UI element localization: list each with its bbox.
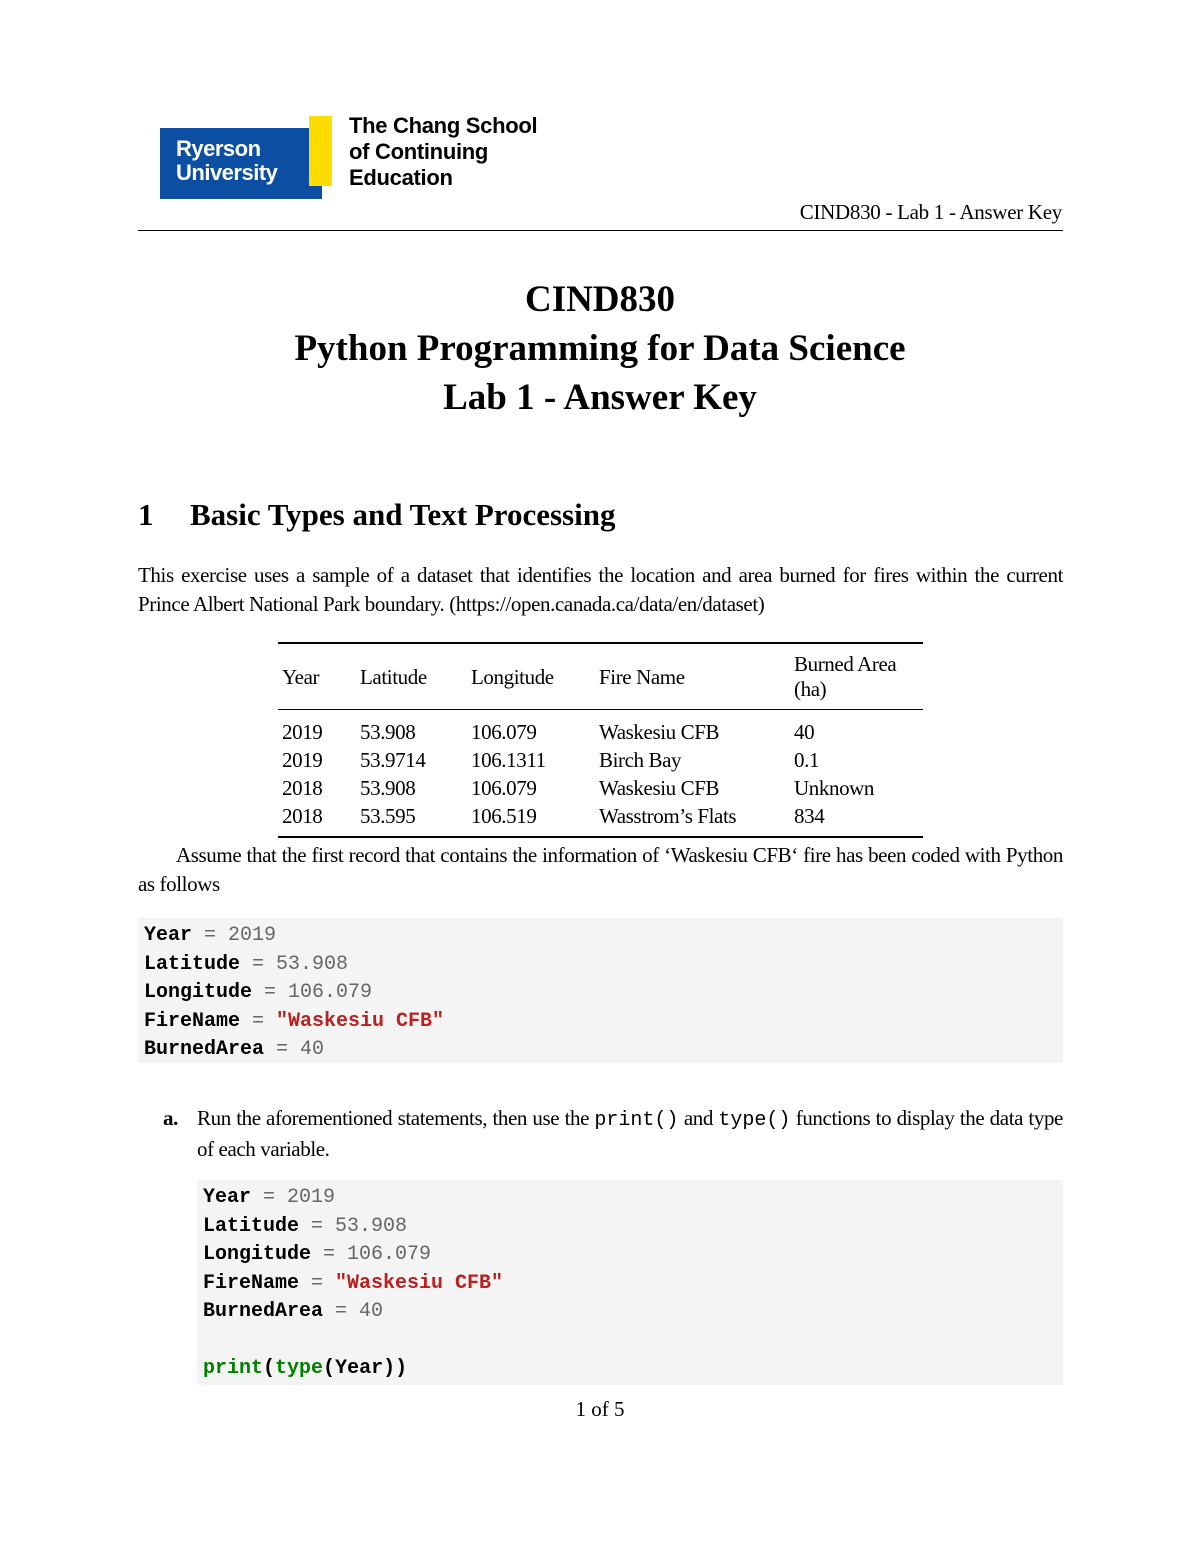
cell-longitude: 106.1311 bbox=[471, 748, 546, 772]
code-variable: FireName bbox=[203, 1271, 300, 1295]
code-builtin-type: type bbox=[275, 1357, 324, 1380]
running-header: CIND830 - Lab 1 - Answer Key bbox=[799, 200, 1062, 224]
code-variable: Longitude bbox=[144, 981, 253, 1004]
question-a-text bbox=[197, 1104, 1063, 1164]
code-line bbox=[144, 979, 1057, 1008]
school-name-line-1: The Chang School bbox=[349, 113, 538, 138]
code-string: "Waskesiu CFB" bbox=[276, 1009, 445, 1033]
question-a bbox=[163, 1104, 1063, 1164]
code-number: 53.908 bbox=[276, 952, 349, 976]
column-header-latitude: Latitude bbox=[360, 664, 427, 689]
title-course-code: CIND830 bbox=[524, 279, 676, 320]
code-operator: = bbox=[299, 1271, 336, 1295]
section-title: Basic Types and Text Processing bbox=[190, 497, 616, 532]
question-a-text-part: and bbox=[678, 1106, 719, 1130]
code-line bbox=[203, 1241, 1057, 1270]
title-lab-name: Lab 1 - Answer Key bbox=[443, 377, 757, 418]
cell-fire-name: Waskesiu CFB bbox=[599, 776, 720, 800]
code-block-record bbox=[138, 918, 1063, 1063]
code-line bbox=[144, 1036, 1057, 1065]
code-string: "Waskesiu CFB" bbox=[335, 1271, 504, 1295]
school-name bbox=[349, 113, 537, 191]
cell-latitude: 53.9714 bbox=[360, 748, 426, 772]
code-variable: BurnedArea bbox=[203, 1300, 324, 1323]
column-header-burned-area: Burned Area (ha) bbox=[794, 652, 897, 701]
cell-year: 2019 bbox=[282, 720, 323, 744]
code-number: 106.079 bbox=[347, 1243, 432, 1266]
code-variable: Year bbox=[144, 924, 193, 947]
code-number: 53.908 bbox=[335, 1214, 408, 1238]
question-a-label: a. bbox=[163, 1106, 178, 1130]
code-number: 2019 bbox=[228, 924, 277, 947]
cell-burned-area: 834 bbox=[794, 804, 825, 828]
code-line bbox=[203, 1213, 1057, 1242]
logo-line-2: University bbox=[176, 160, 278, 185]
intro-paragraph: This exercise uses a sample of a dataset that identifies the location and area burned for fires within the current Prince Albert National Park boundary. (https://open.canada.ca/data/en/dataset) bbox=[138, 563, 1063, 616]
code-line bbox=[203, 1184, 1057, 1213]
column-header-year: Year bbox=[282, 664, 320, 689]
code-operator: = bbox=[311, 1243, 348, 1266]
cell-year: 2018 bbox=[282, 776, 323, 800]
logo-wordmark bbox=[176, 137, 277, 185]
question-a-text-part: functions to display the data type of each variable. bbox=[197, 1106, 1063, 1161]
code-line bbox=[144, 951, 1057, 980]
cell-latitude: 53.908 bbox=[360, 776, 416, 800]
code-variable: Longitude bbox=[203, 1243, 312, 1266]
cell-latitude: 53.595 bbox=[360, 804, 416, 828]
cell-fire-name: Waskesiu CFB bbox=[599, 720, 720, 744]
header-rule bbox=[138, 230, 1063, 231]
cell-burned-area: 0.1 bbox=[794, 748, 820, 772]
code-block-answer-a bbox=[197, 1180, 1063, 1385]
code-line bbox=[144, 1008, 1057, 1037]
code-paren: ( bbox=[323, 1357, 336, 1380]
code-operator: = bbox=[240, 1009, 277, 1033]
fires-table bbox=[278, 642, 923, 838]
code-line bbox=[203, 1270, 1057, 1299]
inline-code-type: type() bbox=[718, 1109, 791, 1132]
code-paren: )) bbox=[383, 1357, 408, 1380]
table-row bbox=[278, 710, 923, 747]
section-number: 1 bbox=[138, 497, 154, 532]
cell-fire-name: Wasstrom’s Flats bbox=[599, 804, 737, 828]
code-operator: = bbox=[323, 1300, 360, 1323]
code-operator: = bbox=[240, 952, 277, 976]
table-header-row bbox=[278, 643, 923, 710]
school-name-line-2: of Continuing bbox=[349, 139, 489, 164]
school-name-line-3: Education bbox=[349, 165, 453, 190]
code-blank-line bbox=[203, 1327, 1057, 1356]
code-operator: = bbox=[264, 1038, 301, 1061]
table-row bbox=[278, 774, 923, 802]
table-row bbox=[278, 746, 923, 774]
code-variable: FireName bbox=[144, 1009, 241, 1033]
code-number: 40 bbox=[300, 1038, 325, 1061]
code-line bbox=[144, 922, 1057, 951]
cell-year: 2019 bbox=[282, 748, 323, 772]
code-variable: Latitude bbox=[203, 1214, 300, 1238]
code-operator: = bbox=[192, 924, 229, 947]
code-number: 106.079 bbox=[288, 981, 373, 1004]
code-paren: ( bbox=[263, 1357, 276, 1380]
title-course-name: Python Programming for Data Science bbox=[294, 328, 906, 369]
assume-paragraph: Assume that the first record that contains the information of ‘Waskesiu CFB‘ fire has been coded with Python as follows bbox=[138, 843, 1063, 896]
cell-longitude: 106.519 bbox=[471, 804, 537, 828]
code-variable: BurnedArea bbox=[144, 1038, 265, 1061]
cell-burned-area: Unknown bbox=[794, 776, 875, 800]
code-operator: = bbox=[299, 1214, 336, 1238]
cell-fire-name: Birch Bay bbox=[599, 748, 682, 772]
code-operator: = bbox=[252, 981, 289, 1004]
code-variable: Year bbox=[203, 1186, 252, 1209]
logo-yellow-bar bbox=[309, 116, 332, 186]
ryerson-logo bbox=[160, 128, 322, 199]
code-line bbox=[203, 1298, 1057, 1327]
question-a-text-part: Run the aforementioned statements, then use the bbox=[197, 1106, 595, 1130]
code-builtin-print: print bbox=[203, 1357, 264, 1380]
code-operator: = bbox=[251, 1186, 288, 1209]
cell-burned-area: 40 bbox=[794, 720, 815, 744]
column-header-fire-name: Fire Name bbox=[599, 664, 685, 689]
code-number: 2019 bbox=[287, 1186, 336, 1209]
code-variable: Latitude bbox=[144, 952, 241, 976]
cell-longitude: 106.079 bbox=[471, 720, 537, 744]
page-number: 1 of 5 bbox=[575, 1397, 625, 1421]
document-title bbox=[0, 275, 1200, 422]
cell-latitude: 53.908 bbox=[360, 720, 416, 744]
cell-longitude: 106.079 bbox=[471, 776, 537, 800]
code-argument: Year bbox=[335, 1357, 384, 1380]
column-header-longitude: Longitude bbox=[471, 664, 554, 689]
cell-year: 2018 bbox=[282, 804, 323, 828]
section-heading bbox=[138, 497, 615, 533]
code-number: 40 bbox=[359, 1300, 384, 1323]
inline-code-print: print() bbox=[594, 1109, 679, 1132]
code-line bbox=[203, 1355, 1057, 1384]
logo-line-1: Ryerson bbox=[176, 136, 261, 161]
table-row bbox=[278, 802, 923, 837]
